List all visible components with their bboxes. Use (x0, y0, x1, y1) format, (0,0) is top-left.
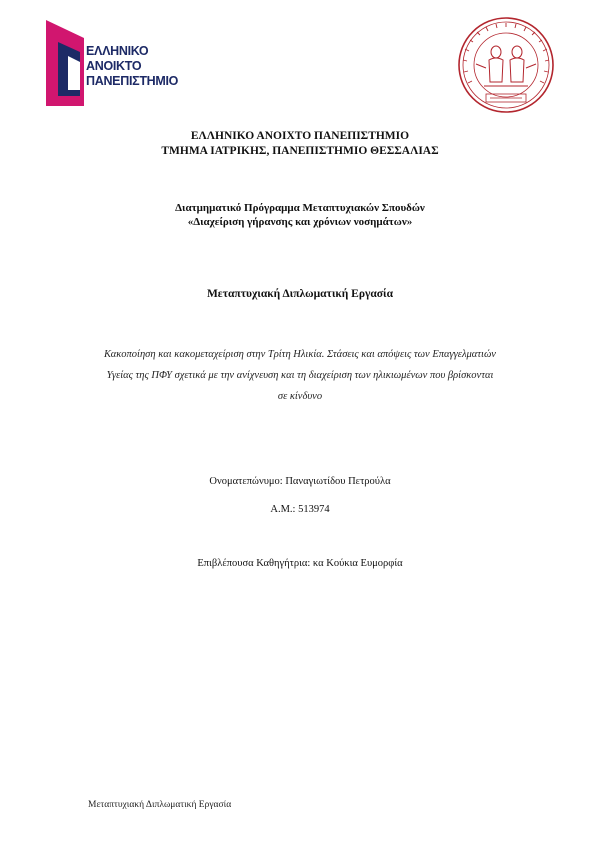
eap-logo-line-1: ΕΛΛΗΝΙΚΟ (86, 44, 149, 58)
thesis-title-line-3: σε κίνδυνο (277, 391, 323, 402)
author-name: Ονοματεπώνυμο: Παναγιωτίδου Πετρούλα (209, 476, 391, 487)
header-line-2: ΤΜΗΜΑ ΙΑΤΡΙΚΗΣ, ΠΑΝΕΠΙΣΤΗΜΙΟ ΘΕΣΣΑΛΙΑΣ (161, 145, 439, 157)
university-seal (456, 16, 556, 114)
thesis-title-line-2: Υγείας της ΠΦΥ σχετικά με την ανίχνευση και τη διαχείριση των ηλικιωμένων που βρίσκονται (106, 370, 494, 381)
header-line-1: ΕΛΛΗΝΙΚΟ ΑΝΟΙΧΤΟ ΠΑΝΕΠΙΣΤΗΜΙΟ (190, 130, 410, 142)
student-id: Α.Μ.: 513974 (270, 504, 330, 515)
supervisor: Επιβλέπουσα Καθηγήτρια: κα Κούκια Ευμορφία (197, 558, 403, 569)
university-seal-icon (456, 16, 556, 114)
eap-logo-line-2: ΑΝΟΙΚΤΟ (86, 59, 142, 73)
thesis-type: Μεταπτυχιακή Διπλωματική Εργασία (206, 288, 394, 300)
page-footer: Μεταπτυχιακή Διπλωματική Εργασία (88, 800, 232, 810)
program-line-1: Διατμηματικό Πρόγραμμα Μεταπτυχιακών Σπουδών (175, 202, 425, 214)
eap-logo-line-3: ΠΑΝΕΠΙΣΤΗΜΙΟ (86, 74, 179, 88)
institution-header (0, 129, 600, 159)
thesis-title-line-1: Κακοποίηση και κακομεταχείριση στην Τρίτη Ηλικία. Στάσεις και απόψεις των Επαγγελματιών (104, 349, 496, 360)
thesis-title (60, 344, 540, 407)
program-line-2: «Διαχείριση γήρανσης και χρόνιων νοσημάτων» (187, 216, 413, 228)
eap-logo-text (86, 44, 178, 89)
program-block (0, 201, 600, 229)
